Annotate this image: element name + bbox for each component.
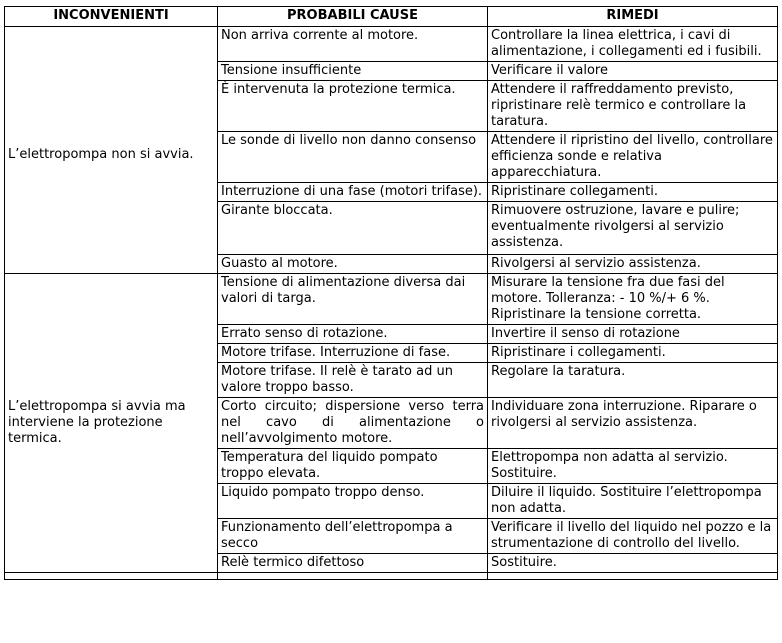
remedy-cell: Invertire il senso di rotazione bbox=[488, 325, 778, 344]
empty-cell bbox=[488, 573, 778, 580]
remedy-cell: Sostituire. bbox=[488, 554, 778, 573]
table-row bbox=[5, 27, 778, 62]
remedy-cell: Diluire il liquido. Sostituire l’elettropompa non adatta. bbox=[488, 484, 778, 519]
cause-cell: Temperatura del liquido pompato troppo elevata. bbox=[218, 449, 488, 484]
cause-cell: Relè termico difettoso bbox=[218, 554, 488, 573]
remedy-cell: Verificare il livello del liquido nel pozzo e la strumentazione di controllo del livello. bbox=[488, 519, 778, 554]
remedy-cell: Misurare la tensione fra due fasi del motore. Tolleranza: - 10 %/+ 6 %. Ripristinare la tensione corretta. bbox=[488, 274, 778, 325]
remedy-cell: Verificare il valore bbox=[488, 62, 778, 81]
header-row bbox=[5, 7, 778, 27]
cause-cell: Guasto al motore. bbox=[218, 255, 488, 274]
cause-cell: Liquido pompato troppo denso. bbox=[218, 484, 488, 519]
cause-cell: Interruzione di una fase (motori trifase). bbox=[218, 183, 488, 202]
cause-cell: Girante bloccata. bbox=[218, 202, 488, 255]
empty-cell bbox=[218, 573, 488, 580]
problem-cell: L’elettropompa si avvia ma interviene la protezione termica. bbox=[5, 274, 218, 573]
cause-cell: Errato senso di rotazione. bbox=[218, 325, 488, 344]
remedy-cell: Elettropompa non adatta al servizio. Sostituire. bbox=[488, 449, 778, 484]
remedy-cell: Rimuovere ostruzione, lavare e pulire; eventualmente rivolgersi al servizio assistenza. bbox=[488, 202, 778, 255]
header-problem: INCONVENIENTI bbox=[5, 7, 218, 27]
cause-cell: Tensione di alimentazione diversa dai valori di targa. bbox=[218, 274, 488, 325]
cause-cell: Motore trifase. Il relè è tarato ad un valore troppo basso. bbox=[218, 363, 488, 398]
header-remedy: RIMEDI bbox=[488, 7, 778, 27]
problem-cell: L’elettropompa non si avvia. bbox=[5, 27, 218, 274]
cause-cell: Corto circuito; dispersione verso terra nel cavo di alimentazione o nell’avvolgimento motore. bbox=[218, 398, 488, 449]
cause-cell: Tensione insufficiente bbox=[218, 62, 488, 81]
remedy-cell: Rivolgersi al servizio assistenza. bbox=[488, 255, 778, 274]
remedy-cell: Regolare la taratura. bbox=[488, 363, 778, 398]
table-row bbox=[5, 274, 778, 325]
table-row-continuation bbox=[5, 573, 778, 580]
remedy-cell: Attendere il ripristino del livello, controllare efficienza sonde e relativa apparecchiatura. bbox=[488, 132, 778, 183]
header-cause: PROBABILI CAUSE bbox=[218, 7, 488, 27]
troubleshooting-table bbox=[4, 6, 778, 580]
cause-cell: È intervenuta la protezione termica. bbox=[218, 81, 488, 132]
cause-cell: Non arriva corrente al motore. bbox=[218, 27, 488, 62]
cause-cell: Funzionamento dell’elettropompa a secco bbox=[218, 519, 488, 554]
cause-cell: Le sonde di livello non danno consenso bbox=[218, 132, 488, 183]
remedy-cell: Attendere il raffreddamento previsto, ripristinare relè termico e controllare la taratura. bbox=[488, 81, 778, 132]
cause-cell: Motore trifase. Interruzione di fase. bbox=[218, 344, 488, 363]
remedy-cell: Ripristinare i collegamenti. bbox=[488, 344, 778, 363]
remedy-cell: Controllare la linea elettrica, i cavi di alimentazione, i collegamenti ed i fusibili. bbox=[488, 27, 778, 62]
remedy-cell: Individuare zona interruzione. Riparare o rivolgersi al servizio assistenza. bbox=[488, 398, 778, 449]
empty-cell bbox=[5, 573, 218, 580]
remedy-cell: Ripristinare collegamenti. bbox=[488, 183, 778, 202]
